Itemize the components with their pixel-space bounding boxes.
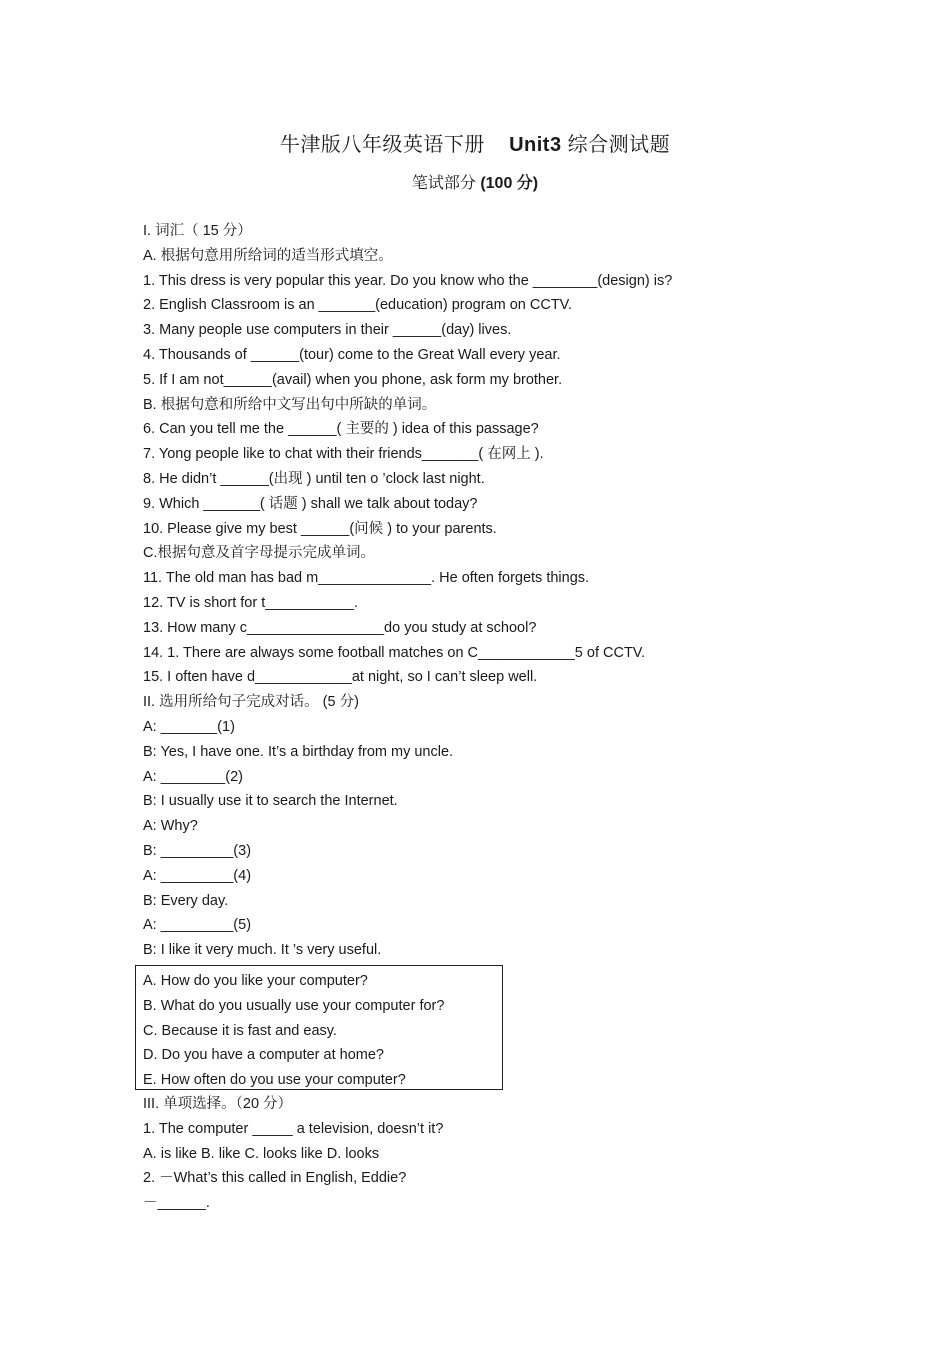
text-line: 8. He didn’t ______(出现 ) until ten o ’clock last night. — [143, 470, 485, 487]
text-line: 10. Please give my best ______(问候 ) to your parents. — [143, 520, 497, 537]
option-item: C. Because it is fast and easy. — [143, 1022, 337, 1039]
option-item: A. How do you like your computer? — [143, 973, 368, 989]
text-line: 14. 1. There are always some football matches on C____________5 of CCTV. — [143, 644, 646, 661]
subtitle-prefix: 笔试部分 — [411, 175, 476, 192]
text-line: A. 根据句意用所给词的适当形式填空。 — [143, 247, 393, 264]
text-line: III. 单项选择。（20 分） — [143, 1096, 293, 1112]
text-line: I. 词汇（ 15 分） — [143, 223, 252, 239]
text-line: 2. －What’s this called in English, Eddie? — [143, 1170, 407, 1187]
text-line: C.根据句意及首字母提示完成单词。 — [143, 545, 375, 562]
text-line: 3. Many people use computers in their ______(day) lives. — [143, 322, 512, 339]
subtitle-unit: 分) — [516, 175, 539, 192]
text-line: A: ________(2) — [143, 768, 243, 785]
text-line: －______. — [143, 1195, 210, 1212]
text-line: B: _________(3) — [143, 842, 252, 859]
text-line: 9. Which _______( 话题 ) shall we talk about today? — [143, 495, 478, 512]
text-line: 7. Yong people like to chat with their friends_______( 在网上 ). — [143, 446, 544, 463]
text-line: 12. TV is short for t___________. — [143, 594, 358, 611]
document-subtitle — [0, 170, 950, 193]
text-line: 2. English Classroom is an _______(education) program on CCTV. — [143, 297, 573, 314]
option-item: D. Do you have a computer at home? — [143, 1047, 384, 1064]
text-line: 1. The computer _____ a television, doesn’t it? — [143, 1120, 444, 1137]
text-line: B: Every day. — [143, 892, 229, 909]
text-line: B: I like it very much. It ’s very useful. — [143, 942, 382, 959]
text-line: 11. The old man has bad m______________. He often forgets things. — [143, 570, 590, 587]
title-prefix: 牛津版八年级英语下册 — [279, 134, 485, 156]
document-title — [0, 128, 950, 157]
subtitle-score: (100 — [480, 175, 513, 192]
exercise-content-continued — [143, 1092, 783, 1216]
text-line: A. is like B. like C. looks like D. looks — [143, 1145, 380, 1162]
text-line: B. 根据句意和所给中文写出句中所缺的单词。 — [143, 396, 437, 413]
text-line: A: _________(5) — [143, 917, 252, 934]
option-item: B. What do you usually use your computer for? — [143, 997, 445, 1014]
title-suffix: 综合测试题 — [567, 134, 671, 156]
text-line: B: I usually use it to search the Internet. — [143, 793, 398, 810]
text-line: II. 选用所给句子完成对话。 (5 分) — [143, 694, 359, 711]
title-unit: Unit3 — [509, 134, 562, 156]
text-line: A: Why? — [143, 818, 198, 835]
options-box — [135, 965, 503, 1090]
text-line: A: _________(4) — [143, 867, 252, 884]
text-line: 1. This dress is very popular this year. Do you know who the ________(design) is? — [143, 272, 673, 289]
option-item: E. How often do you use your computer? — [143, 1072, 406, 1089]
text-line: 15. I often have d____________at night, so I can’t sleep well. — [143, 669, 538, 686]
text-line: A: _______(1) — [143, 718, 235, 735]
text-line: 6. Can you tell me the ______( 主要的 ) idea of this passage? — [143, 421, 539, 438]
exercise-content — [143, 219, 783, 963]
text-line: 4. Thousands of ______(tour) come to the Great Wall every year. — [143, 346, 561, 363]
text-line: 13. How many c_________________do you study at school? — [143, 619, 537, 636]
text-line: 5. If I am not______(avail) when you phone, ask form my brother. — [143, 371, 563, 388]
text-line: B: Yes, I have one. It’s a birthday from my uncle. — [143, 743, 454, 760]
